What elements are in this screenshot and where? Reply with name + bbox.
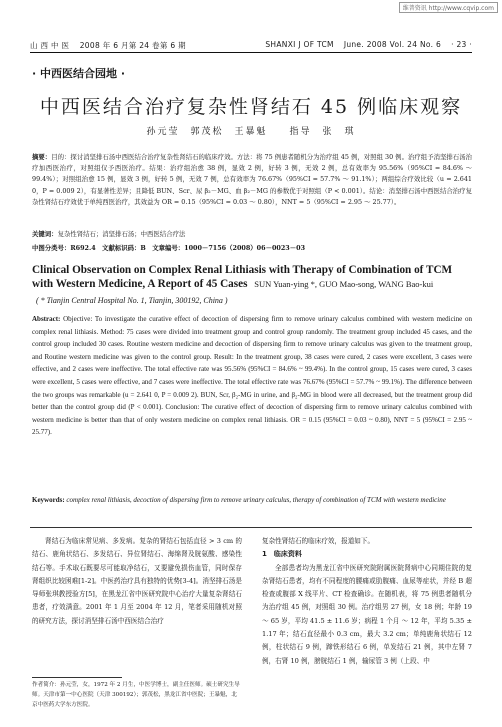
- en-abstract-label: Abstract:: [32, 315, 61, 323]
- body-left-column: [32, 535, 242, 628]
- english-affiliation: ( * Tianjin Central Hospital No. 1, Tianjin, 300192, China ): [36, 296, 228, 305]
- article-title: 中西医结合治疗复杂性肾结石 45 例临床观察: [39, 96, 463, 118]
- header-rule: [30, 52, 472, 53]
- en-abstract-text: Objective: To investigate the curative effect of decoction of dispersing firm to remove urinary calculus combined with western medicine on complex renal lithiasis. Method: 75 cases were divided into treatment group and control group randomly. The treatment group included 45 cases, and the control group included 30 cases. Routine western medicine and decoction of dispersing firm to remove urinary calculus was given to the treatment group, and Routine western medicine was given to the control group. Result: In the treatment group, 38 cases were cured, 2 cases were excellent, 3 cases were effective, and 2 cases were ineffective. The total effective rate was 95.56% (95%CI = 84.6% ~ 99.4%). In the control group, 15 cases were cured, 3 cases were excellent, 5 cases were effective, and 7 cases were ineffective. The total effective rate was 76.67% (95%CI = 57.7% ~ 99.1%). The difference between the two groups was remarkable (u = 2.641 0, P = 0.009 2). BUN, Scr, β₂-MG in urine, and β₂-MG in blood were all decreased, but the treatment group did better than the control group did (P < 0.001). Conclusion: The curative effect of decoction of dispersing firm to remove urinary calculus combined with western medicine is better than that of only western medicine on complex renal lithiasis. OR = 0.15 (95%CI = 0.03 ~ 0.80), NNT = 5 (95%CI = 2.95 ~ 25.77).: [32, 315, 472, 437]
- chinese-keywords: [32, 229, 472, 240]
- footnote-rule: [32, 677, 122, 678]
- english-title-text: Clinical Observation on Complex Renal Lithiasis with Therapy of Combination of TCM with Western Medicine, A Report of 45 Cases: [32, 264, 453, 290]
- zh-keywords-label: 关键词：: [32, 230, 58, 238]
- en-keywords-text: complex renal lithiasis, decoction of dispersing firm to remove urinary calculus, therapy of combination of TCM with western medicine: [66, 496, 446, 504]
- english-title: [32, 263, 472, 291]
- body-paragraph: 肾结石为临床常见病、多发病。复杂的肾结石包括直径 > 3 cm 的结石、鹿角状结石、多发结石、异位肾结石、海绵肾及胱氨酸、感染性结石等。手术取石既要尽可能取净结石，又要避免损伤血管，同时保存肾组织比较困难[1-2]。中医药治疗具有独特的优势[3-4]。消坚排石汤是导师张琪教授验方[5]，在黑龙江省中医研究院中心治疗大量复杂肾结石患者，疗效满意。2001 年 1 月至 2004 年 12 月，笔者采用随机对照的研究方法，探讨消坚排石汤中西医结合治疗: [32, 537, 242, 625]
- section-heading: 1 临床资料: [262, 550, 302, 559]
- column-label: · 中西医结合园地 ·: [32, 67, 126, 80]
- site-watermark: 维普资讯 http://www.cqvip.com: [399, 2, 498, 13]
- zh-keywords-text: 复杂性肾结石；消坚排石汤；中西医结合疗法: [57, 230, 186, 238]
- body-right-column: [262, 535, 472, 668]
- english-abstract: [32, 313, 472, 439]
- journal-name-en: SHANXI J OF TCM: [265, 40, 334, 49]
- english-keywords: [32, 494, 472, 507]
- running-head-left: 山 西 中 医 2008 年 6 月第 24 卷第 6 期: [30, 41, 186, 50]
- zh-abstract-text: 目的：探讨消坚排石汤中西医结合治疗复杂性肾结石的临床疗效。方法：将 75 例患者随机分为治疗组 45 例，对照组 30 例。治疗组予消坚排石汤治疗加西医治疗，对照组仅予西医治疗。结果：治疗组治愈 38 例，显效 2 例，好转 3 例，无效 2 例，总有效率为 95.56%（95%CI = 84.6% ～ 99.4%）；对照组治愈 15 例，显效 3 例，好转 5 例，无效 7 例，总有效率为 76.67%（95%CI = 57.7% ～ 91.1%）；两组综合疗效比较（u = 2.641 0，P = 0.009 2），有显著性差异；且降低 BUN、Scr、尿 β₂－MG、血 β₂－MG 的参数优于对照组（P < 0.001）。结论：消坚排石汤中西医结合治疗复杂性肾结石疗效优于单纯西医治疗，其效益为 OR = 0.15（95%CI = 0.03 ～ 0.80），NNT = 5（95%CI = 2.95 ～ 25.77）。: [32, 153, 472, 206]
- author-footnote: 作者简介：孙元莹，女，1972 年 2 月生，中医学博士，副主任医师。硕士研究生导师。天津市第一中心医院（天津 300192）；郭茂松，黑龙江省中医院；王暴魁，北京中医药大学东方医院。: [32, 682, 240, 708]
- chinese-abstract: [32, 152, 472, 208]
- en-keywords-label: Keywords:: [32, 496, 65, 504]
- zh-abstract-label: 摘要：: [32, 153, 52, 161]
- running-head-right: [265, 40, 472, 51]
- classification-line: 中图分类号：R692.4 文献标识码：B 文章编号：1000－7156（2008）06－0023－03: [32, 244, 306, 252]
- running-head: [30, 40, 472, 51]
- english-authors: SUN Yuan-ying *, GUO Mao-song, WANG Bao-kui: [254, 279, 434, 289]
- section-divider: [30, 527, 472, 528]
- body-paragraph: 全部患者均为黑龙江省中医研究院附属医院肾病中心同期住院的复杂肾结石患者，均有不同程度的腰痛或肋腹痛、血尿等症状，并经 B 超检查或腹部 X 线平片、CT 检查确诊。在随机表，将 75 例患者随机分为治疗组 45 例，对照组 30 例。治疗组男 27 例，女 18 例；年龄 19 ～ 65 岁，平均 41.5 ± 11.6 岁；病程 1 个月 ～ 12 年，平均 5.35 ± 1.17 年；结石直径最小 0.3 cm，最大 3.2 cm；单纯鹿角状结石 12 例，柱状结石 9 例，蹄铁形结石 6 例，单发结石 21 例，其中左肾 7 例，右肾 10 例，膀胱结石 1 例，输尿管 3 例（上段、中: [262, 563, 472, 665]
- body-paragraph: 复杂性肾结石的临床疗效，报道如下。: [262, 537, 375, 545]
- issue-en: June. 2008 Vol. 24 No. 6: [343, 40, 442, 49]
- article-authors: 孙元莹 郭茂松 王暴魁 指导 张 琪: [146, 127, 356, 137]
- page-number: · 23 ·: [451, 40, 472, 49]
